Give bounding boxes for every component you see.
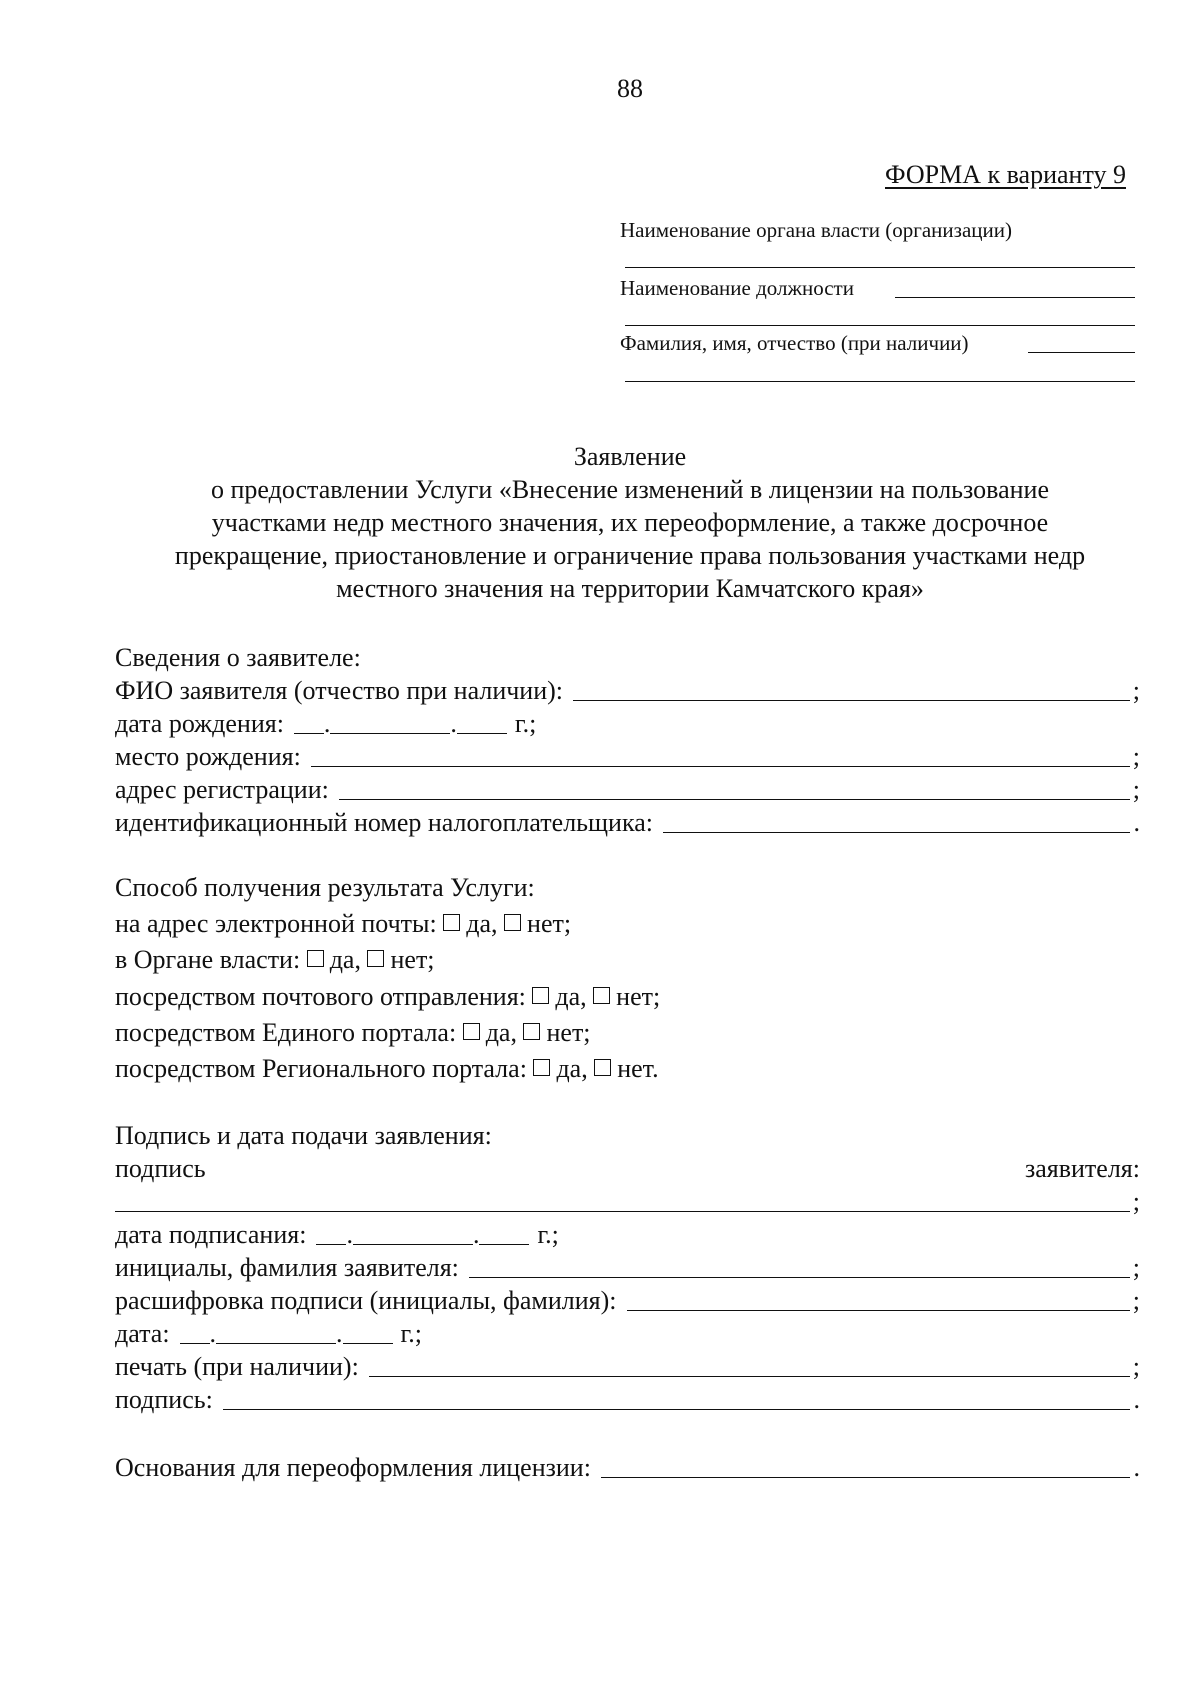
birth-date-label: дата рождения: (115, 709, 284, 738)
punct-dot: . (209, 1319, 217, 1348)
day-field[interactable] (180, 1343, 210, 1344)
punct-dot: . (450, 709, 457, 738)
yes-label: да, (555, 982, 587, 1011)
date-label: дата: (115, 1319, 170, 1348)
sign-month-field[interactable] (353, 1244, 473, 1245)
title-line-4: местного значения на территории Камчатского края» (336, 574, 924, 603)
option-label: посредством Единого портала: (115, 1018, 457, 1047)
option-unified-portal (115, 1016, 591, 1049)
reg-address-row (115, 773, 1140, 806)
title-line-3: прекращение, приостановление и ограничение права пользования участками недр (174, 541, 1086, 570)
punct-semicolon: ; (1132, 775, 1140, 804)
initials-label: инициалы, фамилия заявителя: (115, 1253, 459, 1282)
yes-checkbox[interactable] (443, 914, 460, 931)
no-checkbox[interactable] (504, 914, 521, 931)
form-label: ФОРМА к варианту 9 (885, 160, 1126, 189)
title-line-1: о предоставлении Услуги «Внесение изменений в лицензии на пользование (211, 475, 1049, 504)
option-organ (115, 943, 435, 976)
signature-line-row (115, 1185, 1140, 1218)
option-label: на адрес электронной почты: (115, 909, 437, 938)
punct-period: . (1133, 808, 1140, 837)
sign-field[interactable] (223, 1409, 1130, 1410)
decode-label: расшифровка подписи (инициалы, фамилия): (115, 1286, 617, 1315)
stamp-field[interactable] (369, 1376, 1130, 1377)
birth-place-label: место рождения: (115, 742, 301, 771)
applicant-fio-field[interactable] (573, 700, 1130, 701)
option-label: в Органе власти: (115, 945, 301, 974)
applicant-fio-label: ФИО заявителя (отчество при наличии): (115, 676, 564, 705)
option-label: посредством почтового отправления: (115, 982, 526, 1011)
no-label: нет; (390, 945, 435, 974)
year-suffix: г.; (400, 1319, 423, 1348)
birth-year-field[interactable] (457, 733, 507, 734)
punct-semicolon: ; (1132, 1286, 1140, 1315)
year-field[interactable] (343, 1343, 393, 1344)
punct-semicolon: ; (1132, 1352, 1140, 1381)
yes-label: да, (485, 1018, 517, 1047)
option-regional-portal (115, 1052, 659, 1085)
reissue-label: Основания для переоформления лицензии: (115, 1453, 591, 1482)
yes-label: да, (466, 909, 498, 938)
initials-row (115, 1251, 1140, 1284)
year-suffix: г.; (537, 1220, 559, 1249)
inn-field[interactable] (663, 832, 1130, 833)
position-line-2[interactable] (625, 325, 1135, 326)
no-label: нет. (617, 1054, 659, 1083)
punct-dot: . (323, 709, 331, 738)
inn-label: идентификационный номер налогоплательщика: (115, 808, 653, 837)
birth-month-field[interactable] (330, 733, 450, 734)
yes-label: да, (329, 945, 361, 974)
option-email (115, 907, 571, 940)
no-label: нет; (546, 1018, 591, 1047)
punct-period: . (1133, 1453, 1140, 1482)
sign-row (115, 1383, 1140, 1416)
signature-word-left: подпись (115, 1154, 206, 1183)
signature-section-label: Подпись и дата подачи заявления: (115, 1121, 492, 1150)
position-label: Наименование должности (620, 276, 854, 300)
punct-semicolon: ; (1132, 1187, 1140, 1216)
yes-checkbox[interactable] (463, 1023, 480, 1040)
reissue-field[interactable] (601, 1477, 1130, 1478)
decode-field[interactable] (627, 1310, 1130, 1311)
birth-place-field[interactable] (311, 766, 1130, 767)
inn-row (115, 806, 1140, 839)
no-checkbox[interactable] (523, 1023, 540, 1040)
birth-day-field[interactable] (294, 733, 324, 734)
punct-semicolon: ; (1132, 742, 1140, 771)
punct-semicolon: ; (1132, 1253, 1140, 1282)
stamp-label: печать (при наличии): (115, 1352, 359, 1381)
punct-dot: . (336, 1319, 343, 1348)
no-label: нет; (527, 909, 572, 938)
sign-date-label: дата подписания: (115, 1220, 307, 1249)
title-heading: Заявление (573, 442, 687, 471)
yes-checkbox[interactable] (307, 950, 324, 967)
sign-day-field[interactable] (316, 1244, 346, 1245)
applicant-section-label: Сведения о заявителе: (115, 643, 361, 672)
position-line[interactable] (895, 297, 1135, 298)
birth-date-row (115, 707, 536, 740)
decode-row (115, 1284, 1140, 1317)
no-label: нет; (616, 982, 661, 1011)
punct-period: . (1133, 1385, 1140, 1414)
no-checkbox[interactable] (593, 987, 610, 1004)
applicant-fio-row (115, 674, 1140, 707)
reg-address-label: адрес регистрации: (115, 775, 329, 804)
punct-dot: . (346, 1220, 353, 1249)
document-title (110, 440, 1150, 605)
punct-dot: . (472, 1220, 480, 1249)
year-suffix: г.; (514, 709, 537, 738)
yes-label: да, (556, 1054, 588, 1083)
sign-label: подпись: (115, 1385, 213, 1414)
date-row (115, 1317, 422, 1350)
reissue-row (115, 1451, 1140, 1484)
birth-place-row (115, 740, 1140, 773)
page-number: 88 (617, 74, 643, 103)
organ-label: Наименование органа власти (организации) (620, 218, 1012, 242)
signature-word-right: заявителя: (1024, 1154, 1140, 1183)
initials-field[interactable] (469, 1277, 1130, 1278)
yes-checkbox[interactable] (533, 1059, 550, 1076)
option-label: посредством Регионального портала: (115, 1054, 527, 1083)
month-field[interactable] (216, 1343, 336, 1344)
stamp-row (115, 1350, 1140, 1383)
fio-label: Фамилия, имя, отчество (при наличии) (620, 331, 969, 355)
sign-year-field[interactable] (479, 1244, 529, 1245)
result-method-label: Способ получения результата Услуги: (115, 873, 535, 902)
punct-semicolon: ; (1132, 676, 1140, 705)
fio-line-2[interactable] (625, 381, 1135, 382)
option-post (115, 980, 660, 1013)
yes-checkbox[interactable] (532, 987, 549, 1004)
title-line-2: участками недр местного значения, их переоформление, а также досрочное (211, 508, 1049, 537)
fio-line[interactable] (1028, 352, 1135, 353)
reg-address-field[interactable] (339, 799, 1130, 800)
organ-line[interactable] (625, 267, 1135, 268)
no-checkbox[interactable] (594, 1059, 611, 1076)
sign-date-row (115, 1218, 559, 1251)
applicant-signature-field[interactable] (115, 1211, 1130, 1212)
no-checkbox[interactable] (367, 950, 384, 967)
